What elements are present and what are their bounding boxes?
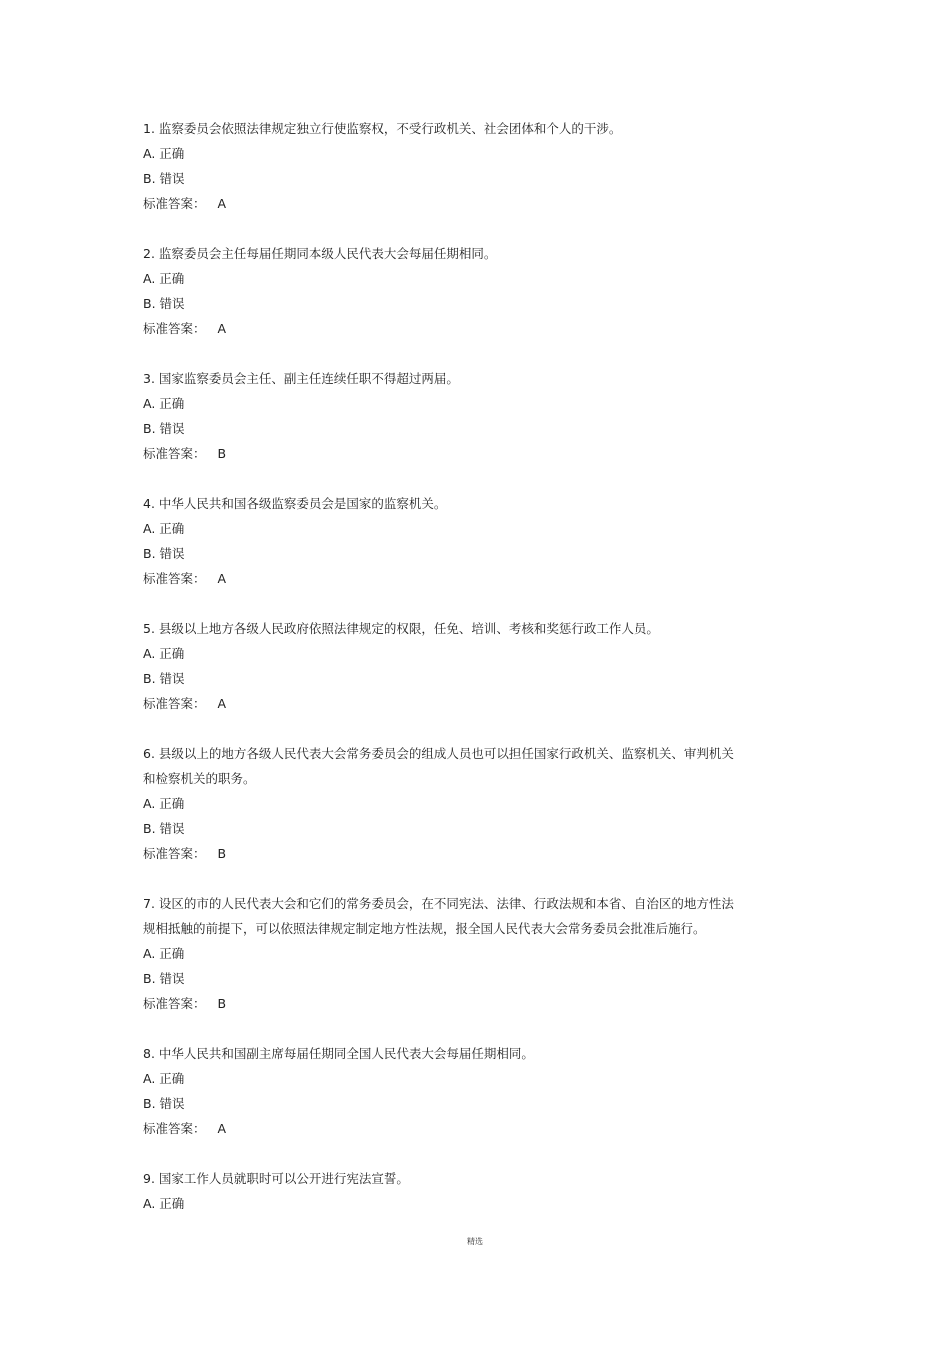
option-b: B. 错误 <box>143 971 185 986</box>
question-item <box>143 1166 743 1216</box>
answer-row <box>143 841 743 866</box>
question-stem: 1. 监察委员会依照法律规定独立行使监察权，不受行政机关、社会团体和个人的干涉。 <box>143 121 622 136</box>
question-list <box>143 116 743 1241</box>
answer-label: 标准答案： <box>143 321 206 336</box>
option-a: A. 正确 <box>143 1071 185 1086</box>
answer-label: 标准答案： <box>143 996 206 1011</box>
option-a: A. 正确 <box>143 396 185 411</box>
question-item <box>143 741 743 866</box>
answer-value: A <box>217 196 227 211</box>
option-a: A. 正确 <box>143 146 185 161</box>
option-a: A. 正确 <box>143 521 185 536</box>
answer-label: 标准答案： <box>143 1121 206 1136</box>
option-a: A. 正确 <box>143 271 185 286</box>
question-stem: 8. 中华人民共和国副主席每届任期同全国人民代表大会每届任期相同。 <box>143 1046 534 1061</box>
question-stem: 9. 国家工作人员就职时可以公开进行宪法宣誓。 <box>143 1171 409 1186</box>
answer-value: A <box>217 696 227 711</box>
answer-label: 标准答案： <box>143 446 206 461</box>
question-item <box>143 1041 743 1141</box>
question-item <box>143 366 743 466</box>
answer-row <box>143 191 743 216</box>
answer-label: 标准答案： <box>143 571 206 586</box>
option-a: A. 正确 <box>143 646 185 661</box>
answer-label: 标准答案： <box>143 196 206 211</box>
option-b: B. 错误 <box>143 171 185 186</box>
answer-row <box>143 566 743 591</box>
answer-value: B <box>217 996 227 1011</box>
answer-row <box>143 691 743 716</box>
answer-value: A <box>217 571 227 586</box>
question-item <box>143 491 743 591</box>
page-footer: 精选 <box>467 1237 483 1246</box>
question-stem: 3. 国家监察委员会主任、副主任连续任职不得超过两届。 <box>143 371 459 386</box>
question-stem: 6. 县级以上的地方各级人民代表大会常务委员会的组成人员也可以担任国家行政机关、监察机关、审判机关和检察机关的职务。 <box>143 746 734 786</box>
question-stem: 5. 县级以上地方各级人民政府依照法律规定的权限，任免、培训、考核和奖惩行政工作人员。 <box>143 621 659 636</box>
answer-label: 标准答案： <box>143 696 206 711</box>
answer-label: 标准答案： <box>143 846 206 861</box>
question-item <box>143 241 743 341</box>
option-a: A. 正确 <box>143 1196 185 1211</box>
question-stem: 7. 设区的市的人民代表大会和它们的常务委员会，在不同宪法、法律、行政法规和本省、自治区的地方性法规相抵触的前提下，可以依照法律规定制定地方性法规，报全国人民代表大会常务委员会批准后施行。 <box>143 896 734 936</box>
answer-row <box>143 316 743 341</box>
option-b: B. 错误 <box>143 421 185 436</box>
option-b: B. 错误 <box>143 296 185 311</box>
option-b: B. 错误 <box>143 546 185 561</box>
question-item <box>143 116 743 216</box>
answer-value: A <box>217 321 227 336</box>
answer-row <box>143 441 743 466</box>
option-b: B. 错误 <box>143 821 185 836</box>
answer-row <box>143 1116 743 1141</box>
answer-row <box>143 991 743 1016</box>
question-stem: 2. 监察委员会主任每届任期同本级人民代表大会每届任期相同。 <box>143 246 497 261</box>
answer-value: B <box>217 846 227 861</box>
question-stem: 4. 中华人民共和国各级监察委员会是国家的监察机关。 <box>143 496 447 511</box>
option-b: B. 错误 <box>143 671 185 686</box>
question-item <box>143 616 743 716</box>
question-item <box>143 891 743 1016</box>
option-a: A. 正确 <box>143 946 185 961</box>
answer-value: A <box>217 1121 227 1136</box>
option-a: A. 正确 <box>143 796 185 811</box>
answer-value: B <box>217 446 227 461</box>
option-b: B. 错误 <box>143 1096 185 1111</box>
